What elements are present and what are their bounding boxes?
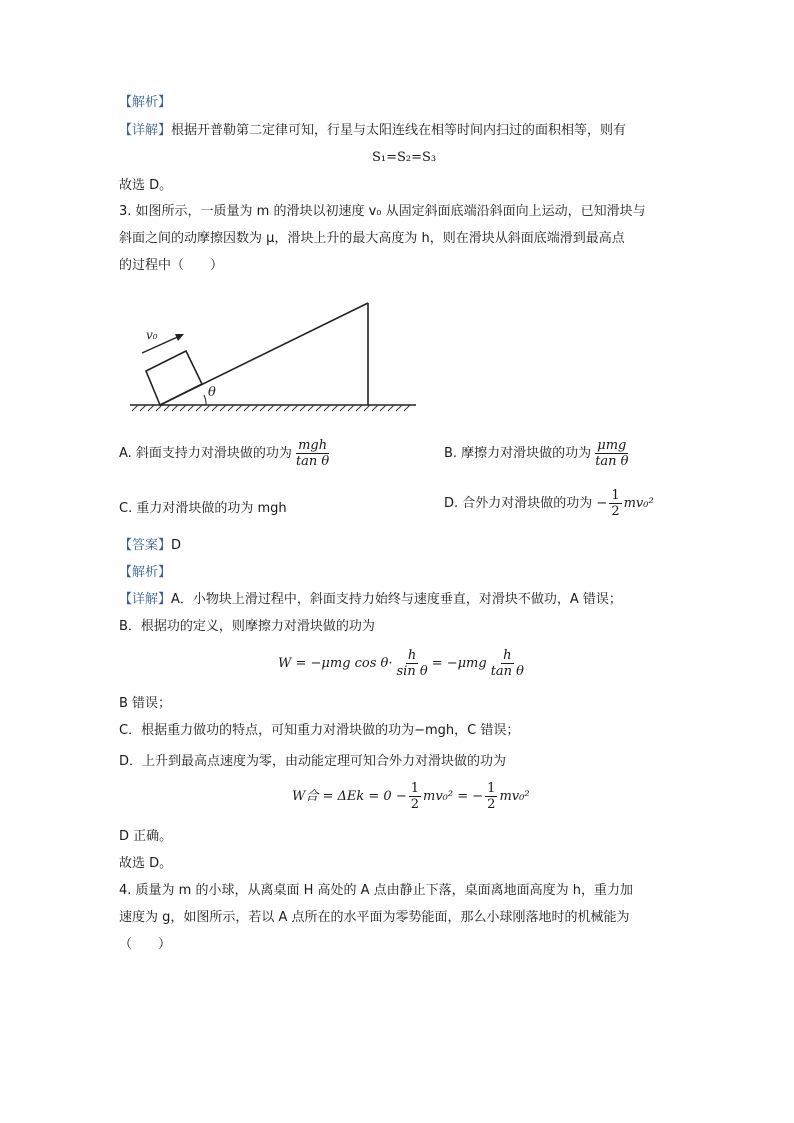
option-a[interactable] bbox=[119, 438, 333, 469]
equation-d: W合 = ΔEk = 0 − $\frac{1}{2}$ mv₀² = − $\frac{1}{2}$ mv₀² bbox=[292, 781, 530, 812]
q4-stem-line-3: （ ） bbox=[119, 937, 172, 952]
answer-line bbox=[119, 536, 181, 556]
q3-detail-a: 【详解】A．小物块上滑过程中，斜面支持力始终与速度垂直，对滑块不做功，A 错误； bbox=[119, 592, 622, 607]
conclusion: 故选 D。 bbox=[119, 178, 173, 193]
q3-detail-c: C．根据重力做功的特点，可知重力对滑块做的功为−mgh，C 错误； bbox=[119, 723, 520, 738]
b-wrong: B 错误； bbox=[119, 696, 172, 711]
analysis-tag: 【解析】 bbox=[119, 95, 172, 110]
answer-tag: 【答案】 bbox=[119, 538, 172, 553]
option-c[interactable]: C. 重力对滑块做的功为 mgh bbox=[119, 501, 287, 516]
q3-analysis-tag: 【解析】 bbox=[119, 565, 172, 580]
q4-stem-line-1: 4. 质量为 m 的小球，从离桌面 H 高处的 A 点由静止下落，桌面离地面高度为 h，重力加 bbox=[119, 883, 634, 898]
option-b[interactable] bbox=[444, 438, 633, 469]
d-right: D 正确。 bbox=[119, 829, 173, 844]
q3-stem-line-1: 3. 如图所示，一质量为 m 的滑块以初速度 v₀ 从固定斜面底端沿斜面向上运动，已知滑块与 bbox=[119, 204, 646, 219]
velocity-label: v₀ bbox=[146, 328, 158, 342]
incline-diagram bbox=[120, 295, 420, 415]
option-a-fraction: $\frac{\text{mgh}}{\text{tan θ}}$ bbox=[295, 438, 330, 469]
option-d[interactable]: D. 合外力对滑块做的功为 − $\frac{1}{2}$ mv₀² bbox=[444, 488, 654, 519]
q4-stem-line-2: 速度为 g，如图所示，若以 A 点所在的水平面为零势能面，那么小球刚落地时的机械能为 bbox=[119, 910, 630, 925]
option-b-text: B. 摩擦力对滑块做的功为 bbox=[444, 446, 592, 461]
q3-conclusion: 故选 D。 bbox=[119, 856, 173, 871]
detail-text: 根据开普勒第二定律可知，行星与太阳连线在相等时间内扫过的面积相等，则有 bbox=[171, 123, 627, 138]
angle-label: θ bbox=[208, 385, 216, 400]
answer-value: D bbox=[171, 538, 182, 553]
q3-detail-b: B．根据功的定义，则摩擦力对滑块做的功为 bbox=[119, 619, 375, 634]
q3-detail-d: D．上升到最高点速度为零，由动能定理可知合外力对滑块做的功为 bbox=[119, 754, 507, 769]
option-a-text: A. 斜面支持力对滑块做的功为 bbox=[119, 446, 292, 461]
q3-stem-line-3: 的过程中（ ） bbox=[119, 258, 224, 273]
q3-stem-line-2: 斜面之间的动摩擦因数为 μ，滑块上升的最大高度为 h，则在滑块从斜面底端滑到最高点 bbox=[119, 231, 625, 246]
option-d-fraction: $\frac{1}{2}$ bbox=[611, 488, 620, 519]
equation-b: W = −μmg cos θ· $\frac{h}{\text{sin θ}}$ = −μmg $\frac{h}{\text{tan θ}}$ bbox=[278, 648, 525, 679]
slider-block bbox=[146, 351, 202, 405]
q3-detail-tag: 【详解】 bbox=[119, 592, 172, 607]
kepler-equation: S₁=S₂=S₃ bbox=[372, 150, 437, 165]
detail-tag: 【详解】 bbox=[119, 123, 172, 138]
option-b-fraction: $\frac{\text{μmg}}{\text{tan θ}}$ bbox=[595, 438, 629, 469]
option-d-text: D. 合外力对滑块做的功为 − bbox=[444, 496, 608, 511]
detail-paragraph bbox=[119, 121, 626, 141]
